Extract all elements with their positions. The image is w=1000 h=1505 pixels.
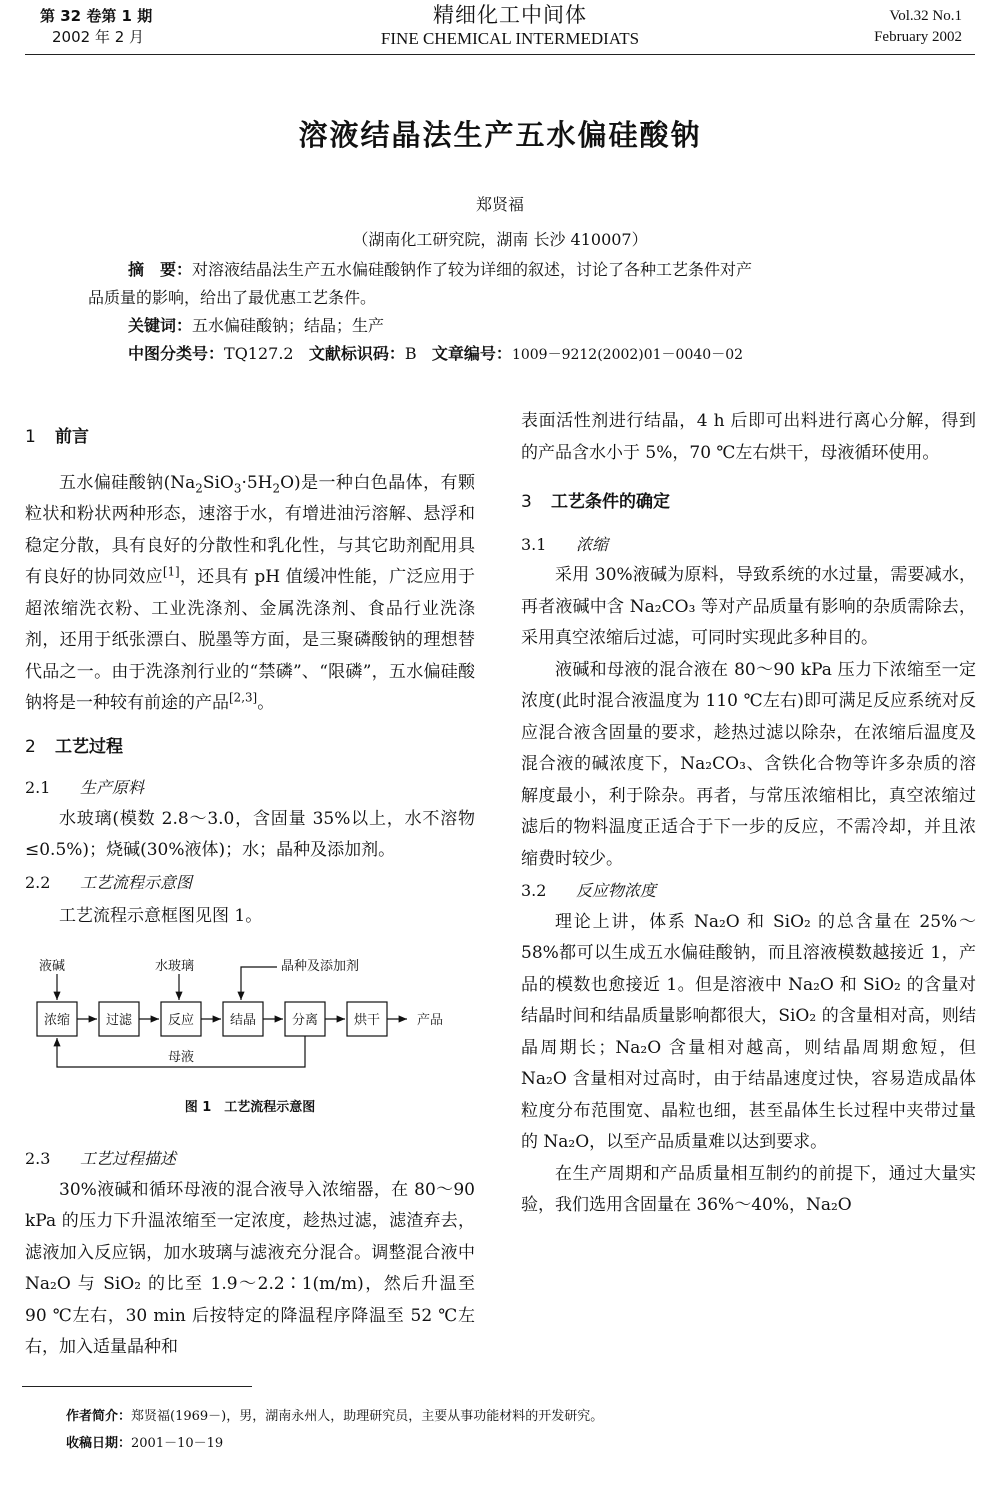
intro-text-d: O)是一种白色晶体，有颗粒状和粉状两种形态，速溶于水，有增进油污溶解、悬浮和稳定分散，具有良好的分散性和乳化性，与其它助剂配用具有良好的协同效应 [25,472,475,587]
doc-code-label: 文献标识码： [308,344,405,363]
keywords-line [88,312,920,340]
doc-code: B [404,344,417,363]
journal-name [300,2,720,50]
left-column [25,422,475,928]
materials-paragraph: 水玻璃(模数 2.8～3.0，含固量 35%以上，水不溶物≤0.5%)；烧碱(30%液体)；水；晶种及添加剂。 [25,808,475,860]
section-2-2-number: 2.2 [25,872,51,892]
journal-name-zh: 精细化工中间体 [433,3,587,27]
mother-liquor-label: 母液 [167,1050,195,1065]
section-2-1-number: 2.1 [25,778,51,797]
classification-line [88,340,920,369]
section-1-heading [25,422,475,454]
abstract-block [88,256,920,369]
abstract-line-2: 品质量的影响，给出了最优惠工艺条件。 [88,288,377,307]
box-react-label: 反应 [167,1013,195,1028]
process-description-paragraph: 30%液碱和循环母液的混合液导入浓缩器，在 80～90 kPa 的压力下升温浓缩至一定浓度，趁热过滤，滤渣弃去，滤液加入反应锅，加水玻璃与滤液充分混合。调整混合液中 Na₂O 与 SiO₂ 的比至 1.9～2.2∶1(m/m)，然后升温至 90 ℃左右，30 min 后按特定的降温程序降温至 52 ℃左右，加入适量晶种和 [25,1179,475,1357]
output-product-label: 产品 [416,1013,444,1028]
process-flow-diagram [25,955,475,1080]
article-no: 1009－9212(2002)01－0040－02 [511,347,744,363]
section-1-number: 1 [25,427,36,447]
abstract-line-1 [88,256,920,284]
received-date-label: 收稿日期： [66,1436,132,1451]
header-rule [25,54,975,55]
issue-date-en: February 2002 [874,29,962,45]
section-2-3-number: 2.3 [25,1149,51,1168]
clc-label: 中图分类号： [128,344,225,363]
citation-2-3: [2,3] [229,690,258,705]
left-column-lower [25,1143,475,1364]
concentration-paragraph-1: 采用 30%液碱为原料，导致系统的水过量，需要减水，再者液碱中含 Na₂CO₃ 等对产品质量有影响的杂质需除去，采用真空浓缩后过滤，可同时实现此多种目的。 [521,565,976,648]
section-2-3-heading [25,1143,475,1175]
section-3-1-title: 浓缩 [576,534,609,554]
arrow-seed [241,967,277,1000]
author-bio-text: 郑贤福(1969－)，男，湖南永州人，助理研究员，主要从事功能材料的开发研究。 [131,1409,604,1424]
intro-text-a: 五水偏硅酸钠(Na [59,472,196,493]
reactant-concentration-paragraph-2: 在生产周期和产品质量相互制约的前提下，通过大量实验，我们选用含固量在 36%～40%，Na₂O [521,1163,976,1215]
keywords-text: 五水偏硅酸钠；结晶；生产 [192,316,385,335]
section-2-title: 工艺过程 [55,736,123,757]
citation-1: [1] [162,564,180,579]
journal-volume-info [40,6,152,48]
abstract-label: 摘 要： [128,260,193,279]
input-seed-label: 晶种及添加剂 [281,959,360,974]
intro-text-c: ·5H [241,472,273,493]
section-3-number: 3 [521,492,532,512]
section-3-heading [521,487,976,519]
journal-name-en: FINE CHEMICAL INTERMEDIATS [380,29,640,48]
section-3-2-heading [521,875,976,907]
article-title: 溶液结晶法生产五水偏硅酸钠 [298,118,702,152]
author-affiliation: （湖南化工研究院，湖南 长沙 410007） [352,230,648,249]
volume-issue-en: Vol.32 No.1 [889,8,962,24]
received-date-text: 2001－10－19 [131,1436,224,1451]
box-concentrate-label: 浓缩 [43,1013,71,1028]
right-column [521,406,976,1222]
box-filter-label: 过滤 [105,1013,133,1028]
section-2-1-heading [25,772,475,804]
section-2-2-title: 工艺流程示意图 [80,872,193,892]
intro-text-f: 。 [257,693,275,713]
clc-code: TQ127.2 [224,344,294,363]
received-date-line [66,1430,603,1457]
reactant-concentration-paragraph-1: 理论上讲，体系 Na₂O 和 SiO₂ 的总含量在 25%～58%都可以生成五水偏硅酸钠，而且溶液模数越接近 1，产品的模数也愈接近 1。但是溶液中 Na₂O 和 SiO₂ 的含量对结晶时间和结晶质量影响都很大，SiO₂ 的含量相对高，则结晶周期长；Na₂O 含量相对越高，则结晶周期愈短，但 Na₂O 含量相对过高时，由于结晶速度过快，容易造成晶体粒度分布范围宽、晶粒也细，甚至晶体生长过程中夹带过量的 Na₂O，以至产品质量难以达到要求。 [521,911,976,1152]
box-crystallize-label: 结晶 [229,1013,257,1028]
intro-text-b: SiO [202,472,234,493]
journal-volume-info-en [874,6,962,48]
author-name: 郑贤福 [475,195,524,214]
intro-text-e: ，还具有 pH 值缓冲性能，广泛应用于超浓缩洗衣粉、工业洗涤剂、金属洗涤剂、食品行业洗涤剂，还用于纸张漂白、脱墨等方面，是三聚磷酸钠的理想替代品之一。由于洗涤剂行业的“禁磷”、“限磷”，五水偏硅酸钠将是一种较有前途的产品 [25,567,476,713]
section-2-3-title: 工艺过程描述 [80,1149,177,1168]
box-separate-label: 分离 [291,1013,319,1028]
abstract-text-1: 对溶液结晶法生产五水偏硅酸钠作了较为详细的叙述，讨论了各种工艺条件对产 [192,260,753,279]
article-no-label: 文章编号： [431,344,512,363]
box-dry-label: 烘干 [353,1013,381,1028]
footnote-block [66,1403,603,1457]
issue-date: 2002 年 2 月 [52,28,145,46]
footnote-rule [22,1386,252,1387]
section-3-title: 工艺条件的确定 [551,492,670,512]
continued-paragraph: 表面活性剂进行结晶，4 h 后即可出料进行离心分解，得到的产品含水小于 5%，70 ℃左右烘干，母液循环使用。 [521,411,976,463]
section-3-1-heading [521,529,976,561]
flowchart-intro: 工艺流程示意框图见图 1。 [59,906,263,926]
input-waterglass-label: 水玻璃 [155,959,195,974]
section-1-title: 前言 [55,427,89,447]
section-2-2-heading [25,867,475,899]
section-3-2-number: 3.2 [521,881,547,900]
section-2-1-title: 生产原料 [80,778,145,797]
keywords-label: 关键词： [128,316,193,335]
section-2-heading [25,732,475,764]
author-bio-line [66,1403,603,1430]
intro-paragraph: 五水偏硅酸钠$(Na_2SiO_3\cdot 5H_2O)$是一种白色晶体，有颗粒状和粉状两种形态，速溶于水，有增进油污溶解、悬浮和稳定分散，具有良好的分散性和乳化性，与其它助剂配用具有良好的协同效应[1]，还具有 pH 值缓冲性能，广泛应用于超浓缩洗衣粉、工业洗涤剂、金属洗涤剂、食品行业洗涤剂，还用于纸张漂白、脱墨等方面，是三聚磷酸钠的理想替代品之一。由于洗涤剂行业的“禁磷”、“限磷”，五水偏硅酸钠将是一种较有前途的产品[2,3]。 [25,472,476,713]
section-2-number: 2 [25,736,36,757]
concentration-paragraph-2: 液碱和母液的混合液在 80～90 kPa 压力下浓缩至一定浓度(此时混合液温度为 110 ℃左右)即可满足反应系统对反应混合液含固量的要求，趁热过滤以除杂，在浓缩后温度及混合液的碱浓度下，Na₂CO₃、含铁化合物等许多杂质的溶解度最小，利于除杂。再者，与常压浓缩相比，真空浓缩过滤后的物料温度正适合于下一步的反应，不需冷却，并且浓缩费时较少。 [521,659,976,869]
section-3-1-number: 3.1 [521,534,547,554]
section-3-2-title: 反应物浓度 [576,881,657,900]
author-bio-label: 作者简介： [66,1409,132,1424]
figure-1-caption: 图 1 工艺流程示意图 [184,1100,316,1115]
input-lye-label: 液碱 [39,959,66,974]
volume-issue: 第 32 卷第 1 期 [40,7,153,25]
